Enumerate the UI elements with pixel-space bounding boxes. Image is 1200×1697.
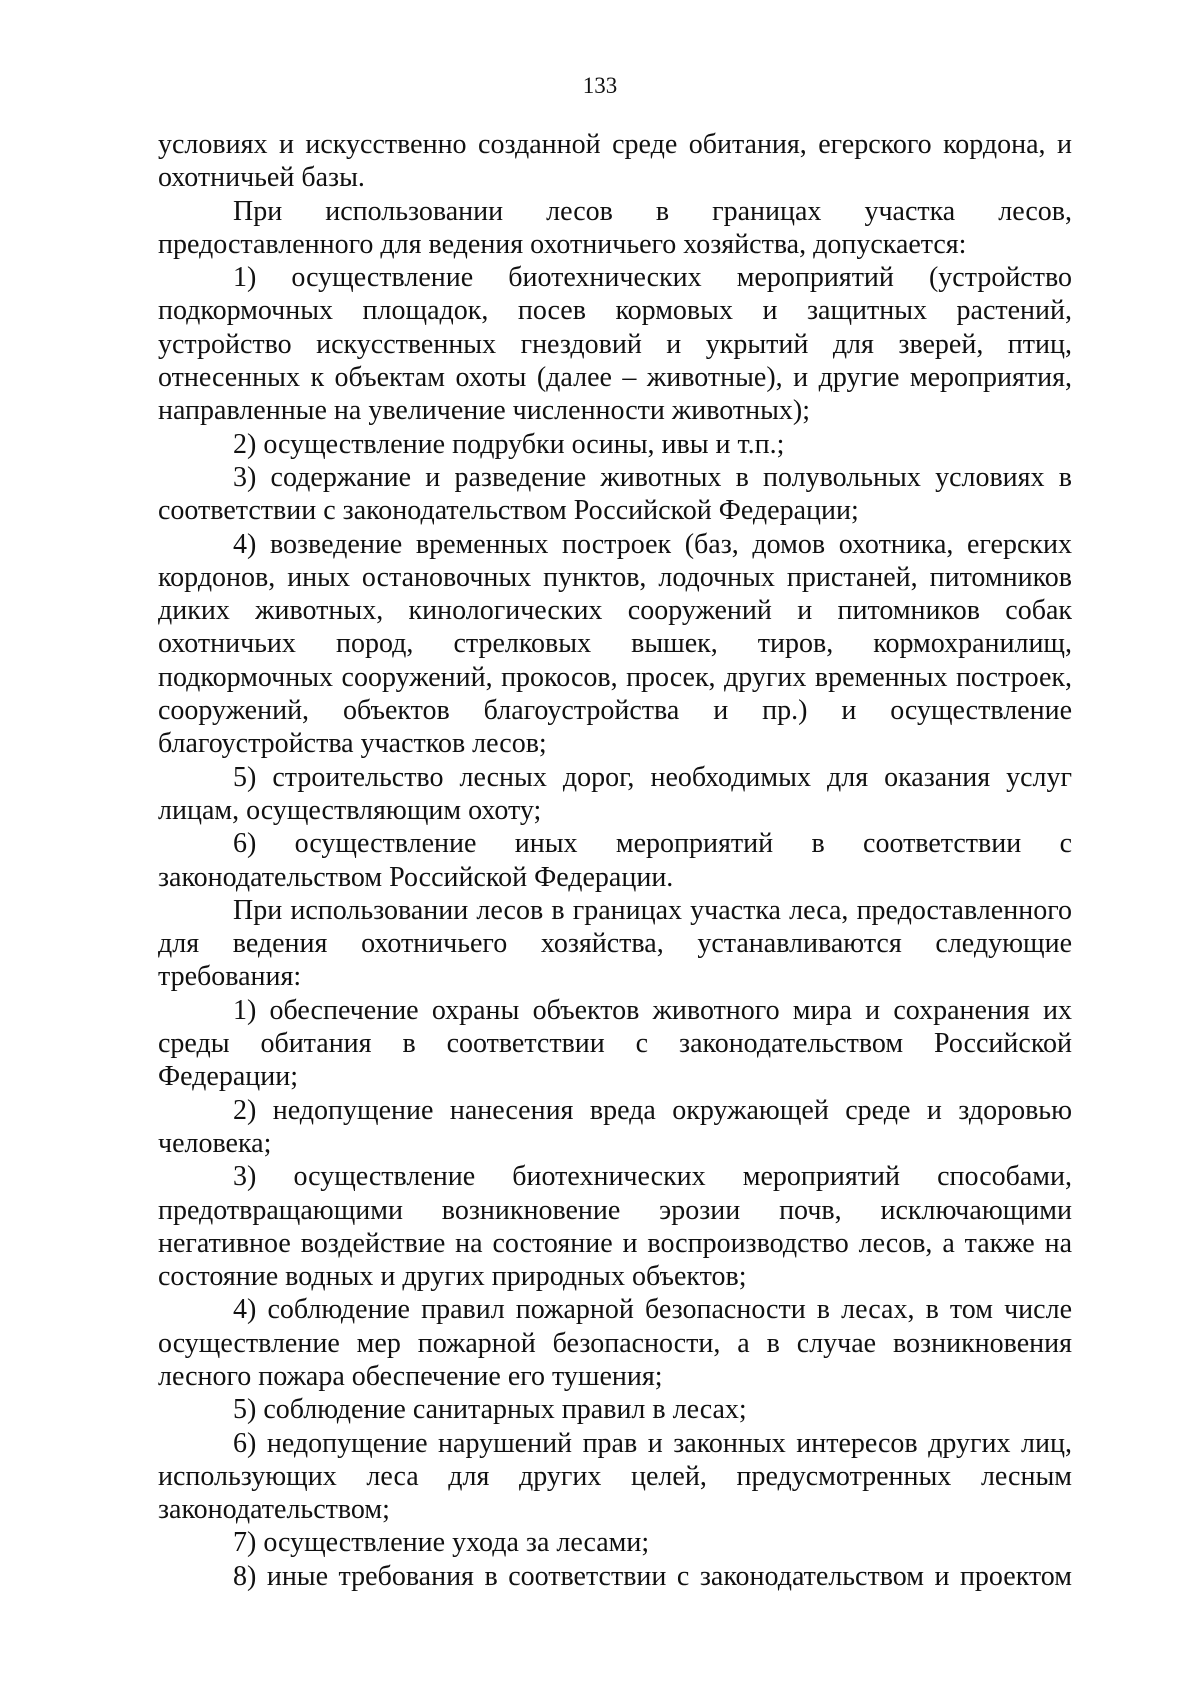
paragraph: 4) соблюдение правил пожарной безопасности в лесах, в том числе осуществление мер пожарной безопасности, а в случае возникновения лесного пожара обеспечение его тушения;	[158, 1294, 1072, 1392]
paragraph: 1) обеспечение охраны объектов животного мира и сохранения их среды обитания в соответствии с законодательством Российской Федерации;	[158, 994, 1072, 1093]
paragraph: условиях и искусственно созданной среде обитания, егерского кордона, и охотничьей базы.	[158, 129, 1072, 194]
paragraph: 2) осуществление подрубки осины, ивы и т.п.;	[233, 428, 785, 460]
paragraph: 6) осуществление иных мероприятий в соответствии с законодательством Российской Федерации.	[158, 828, 1072, 893]
paragraph: 2) недопущение нанесения вреда окружающей среде и здоровью человека;	[158, 1094, 1072, 1159]
paragraph: 8) иные требования в соответствии с законодательством и проектом	[233, 1560, 1072, 1592]
paragraph: При использовании лесов в границах участка лесов, предоставленного для ведения охотничьего хозяйства, допускается:	[158, 195, 1072, 260]
paragraph: 5) соблюдение санитарных правил в лесах;	[233, 1394, 747, 1426]
paragraph: 5) строительство лесных дорог, необходимых для оказания услуг лицам, осуществляющим охоту;	[158, 761, 1072, 826]
page-number: 133	[582, 73, 618, 98]
paragraph: 6) недопущение нарушений прав и законных интересов других лиц, использующих леса для других целей, предусмотренных лесным законодательством;	[158, 1427, 1072, 1526]
paragraph: При использовании лесов в границах участка леса, предоставленного для ведения охотничьего хозяйства, устанавливаются следующие требования:	[158, 894, 1072, 993]
document-body	[158, 128, 1072, 1593]
paragraph: 1) осуществление биотехнических мероприятий (устройство подкормочных площадок, посев кормовых и защитных растений, устройство искусственных гнездовий и укрытий для зверей, птиц, отнесенных к объектам охоты (далее – животные), и другие мероприятия, направленные на увеличение численности животных);	[158, 262, 1072, 427]
paragraph: 4) возведение временных построек (баз, домов охотника, егерских кордонов, иных остановочных пунктов, лодочных пристаней, питомников диких животных, кинологических сооружений и питомников собак охотничьих пород, стрелковых вышек, тиров, кормохранилищ, подкормочных сооружений, прокосов, просек, других временных построек, сооружений, объектов благоустройства и пр.) и осуществление благоустройства участков лесов;	[158, 528, 1072, 760]
paragraph: 3) осуществление биотехнических мероприятий способами, предотвращающими возникновение эрозии почв, исключающими негативное воздействие на состояние и воспроизводство лесов, а также на состояние водных и других природных объектов;	[158, 1161, 1072, 1293]
paragraph: 3) содержание и разведение животных в полувольных условиях в соответствии с законодательством Российской Федерации;	[158, 461, 1072, 527]
paragraph: 7) осуществление ухода за лесами;	[233, 1527, 650, 1559]
